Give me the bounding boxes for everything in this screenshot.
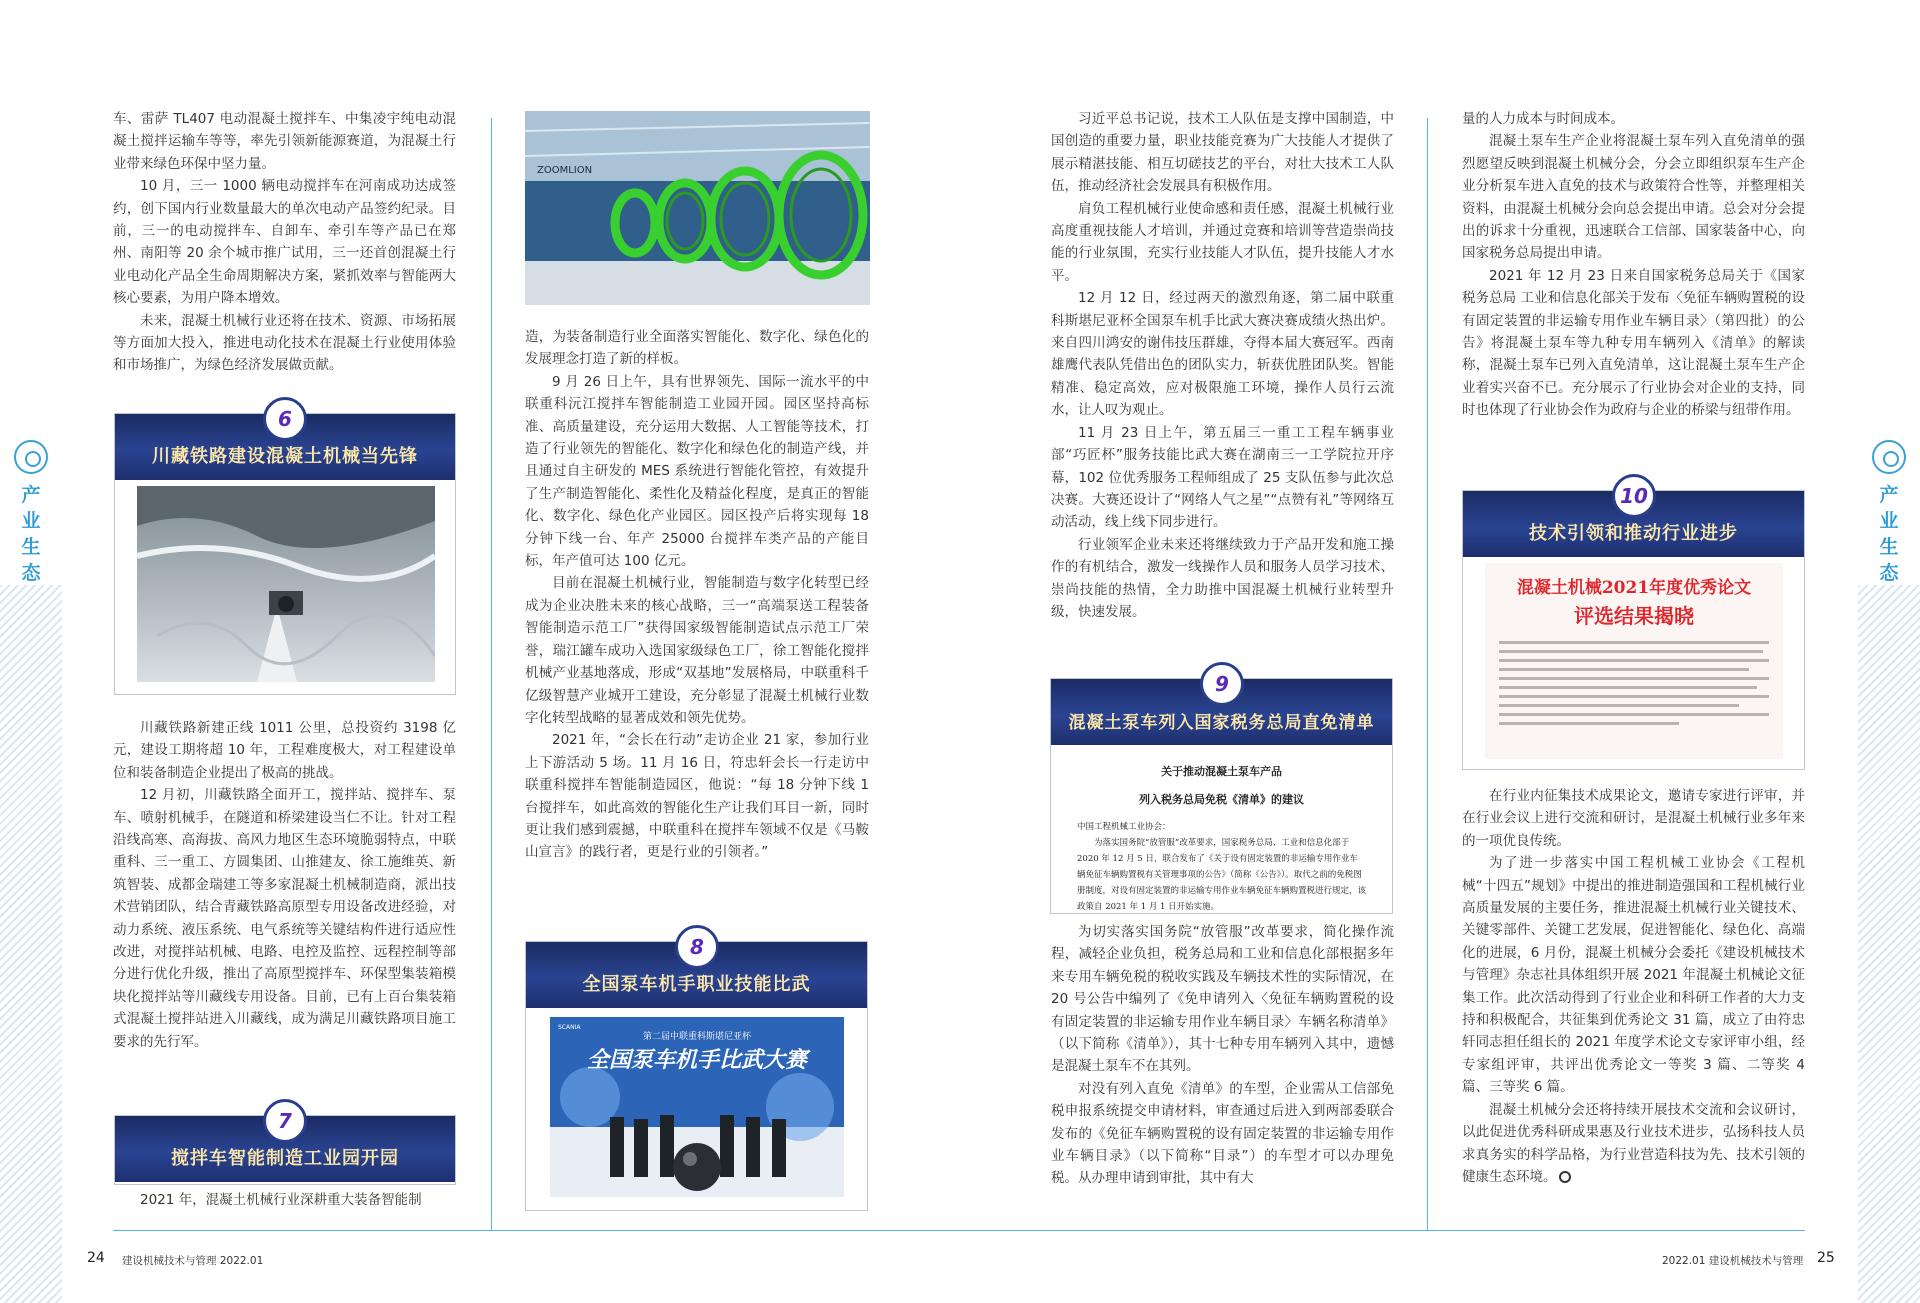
column-divider (1427, 118, 1428, 1230)
page-footer: 建设机械技术与管理 2022.01 (122, 1255, 264, 1267)
left-col2-top (525, 326, 869, 864)
network-icon (1872, 440, 1906, 474)
card-badge-8: 8 (675, 925, 719, 969)
left-col1-bottom (113, 1189, 456, 1211)
doc-title-line2: 列入税务总局免税《清单》的建议 (1139, 793, 1304, 806)
page-footer: 2022.01 建设机械技术与管理 (1662, 1255, 1804, 1267)
paragraph: 9 月 26 日上午，具有世界领先、国际一流水平的中联重科沅江搅拌车智能制造工业园开园。园区坚持高标准、高质量建设，充分运用大数据、人工智能等技术，打造了行业领先的智能化、数字化和绿色化的制造产线，并且通过自主研发的 MES 系统进行智能化管控，有效提升了生产制造智能化、柔性化及精益化程度，是真正的智能化、数字化、绿色化产业园区。园区投产后将实现每 18 分钟下线一台、年产 25000 台搅拌车类产品的产能目标，年产值可达 100 亿元。 (525, 373, 869, 570)
thesis-announcement (1485, 563, 1783, 759)
paragraph: 对没有列入直免《清单》的车型，企业需从工信部免税申报系统提交申请材料，审查通过后进入到两部委联合发布的《免征车辆购置税的设有固定装置的非运输专用作业车辆目录》（以下简称“目录”）的车型才可以办理免税。从办理申请到审批，其中有大 (1051, 1080, 1394, 1187)
paragraph: 为了进一步落实中国工程机械工业协会《工程机械“十四五”规划》中提出的推进制造强国和工程机械行业高质量发展的主要任务，推进混凝土机械行业关键技术、关键零部件、关键工艺发展，促进智能化、绿色化、高端化的进展，6 月份，混凝土机械分会委托《建设机械技术与管理》杂志社具体组织开展 2021 年混凝土机械论文征集工作。此次活动得到了行业企业和科研工作者的大力支持和积极配合，共征集到优秀论文 31 篇，成立了由符忠轩同志担任组长的 2021 年度学术论文专家评审小组，经专家组评审，共评出优秀论文一等奖 3 篇、二等奖 4 篇、三等奖 6 篇。 (1462, 855, 1805, 1096)
side-stripe-right (1858, 585, 1920, 1303)
left-col1-mid (113, 717, 456, 1053)
side-label-char: 生 (21, 536, 41, 558)
card-title: 技术引领和推动行业进步 (1529, 523, 1738, 544)
factory-photo (525, 111, 870, 305)
right-page (960, 0, 1920, 1303)
card-badge-9: 9 (1200, 662, 1244, 706)
paragraph: 12 月 12 日，经过两天的激烈角逐，第二届中联重科斯堪尼亚杯全国泵车机手比武大赛决赛成绩火热出炉。来自四川鸿安的谢伟技压群雄，夺得本届大赛冠军。西南雄鹰代表队凭借出色的团队实力，斩获优胜团队奖。智能精准、稳定高效，应对极限施工环境，操作人员行云流水，让人叹为观止。 (1051, 290, 1394, 419)
paragraph: 目前在混凝土机械行业，智能制造与数字化转型已经成为企业决胜未来的核心战略，三一“高端泵送工程装备智能制造示范工厂”获得国家级智能制造试点示范工厂荣誉，瑞江罐车成功入选国家级绿色工厂，徐工智能化搅拌机械产业基地落成，形成“双基地”发展格局，中联重科千亿级智慧产业城开工建设，充分彰显了混凝土机械行业数字化转型战略的显著成效和领先优势。 (525, 575, 869, 726)
banner-subtitle: 第二届中联重科斯堪尼亚杯 (642, 1032, 752, 1042)
paragraph: 为切实落实国务院“放管服”改革要求，简化操作流程，减轻企业负担，税务总局和工业和信息化部根据多年来专用车辆免税的税收实践及车辆技术性的实际情况，在 20 号公告中编列了《免申请列入〈免征车辆购置税的设有固定装置的非运输专用作业车辆目录〉车辆名称清单》（以下简称《清单》），其十七种专用车辆列入其中，遗憾是混凝土泵车不在其列。 (1051, 924, 1394, 1075)
banner-title: 全国泵车机手比武大赛 (586, 1048, 808, 1073)
end-mark-icon (1559, 1171, 1571, 1183)
card-badge-10: 10 (1612, 474, 1656, 518)
card-badge-7: 7 (263, 1099, 307, 1143)
right-col2-bottom (1462, 785, 1805, 1188)
right-col1-bottom (1051, 921, 1394, 1190)
factory-brand-text: ZOOMLION (537, 165, 593, 176)
card-title: 搅拌车智能制造工业园开园 (171, 1148, 399, 1169)
paragraph: 川藏铁路新建正线 1011 公里，总投资约 3198 亿元，建设工期将超 10 年，工程难度极大，对工程建设单位和装备制造企业提出了极高的挑战。 (113, 720, 456, 781)
paragraph: 在行业内征集技术成果论文，邀请专家进行评审，并在行业会议上进行交流和研讨，是混凝土机械行业多年来的一项优良传统。 (1462, 788, 1805, 849)
footer-rule (113, 1230, 960, 1231)
card-10 (1462, 490, 1805, 770)
side-label-char: 业 (1879, 510, 1899, 532)
column-divider (491, 118, 492, 1230)
contest-ceremony-photo (550, 1017, 844, 1197)
card-badge-6: 6 (263, 397, 307, 441)
paragraph: 2021 年 12 月 23 日来自国家税务总局关于《国家税务总局 工业和信息化部关于发布〈免征车辆购置税的设有固定装置的非运输专用作业车辆目录〉（第四批）的公告》将混凝土泵车等九种专用车辆列入《清单》的解读称，混凝土泵车已列入直免清单，这让混凝土泵车生产企业着实兴奋不已。充分展示了行业协会对企业的支持，同时也体现了行业协会作为政府与企业的桥梁与纽带作用。 (1462, 267, 1805, 419)
paragraph: 车、雷萨 TL407 电动混凝土搅拌车、中集凌宇纯电动混凝土搅拌运输车等等，率先引领新能源赛道，为混凝土行业带来绿色环保中坚力量。 (113, 111, 456, 172)
aerial-tunnel-photo (137, 486, 435, 682)
side-section-label-right (1858, 440, 1920, 586)
paragraph: 行业领军企业未来还将继续致力于产品开发和施工操作的有机结合，激发一线操作人员和服务人员学习技术、崇尚技能的热情，全力助推中国混凝土机械行业转型升级，快速发展。 (1051, 536, 1394, 620)
page-number: 24 (87, 1250, 105, 1266)
doc-body: 为落实国务院“放管服”改革要求，国家税务总局、工业和信息化部于 2020 年 12 月 5 日，联合发布了《关于设有固定装置的非运输专用作业车辆免征车辆购置税有关管理事项的公告》（简称《公告》）。取代之前的免税图册制度，对设有固定装置的非运输专用作业车辆免征车辆购置税进行规定，该政策自 2021 年 1 月 1 日开始实施。 (1077, 838, 1367, 912)
paragraph: 2021 年，混凝土机械行业深耕重大装备智能制 (140, 1192, 422, 1208)
paragraph-text: 混凝土机械分会还将持续开展技术交流和会议研讨，以此促进优秀科研成果惠及行业技术进步，弘扬科技人员求真务实的科学品格，为行业营造科技为先、技术引领的健康生态环境。 (1462, 1101, 1805, 1185)
footer-rule (960, 1230, 1805, 1231)
paragraph: 造，为装备制造行业全面落实智能化、数字化、绿色化的发展理念打造了新的样板。 (525, 329, 869, 368)
side-label-char: 产 (1879, 484, 1899, 506)
side-label-char: 态 (21, 562, 41, 584)
right-col1-top (1051, 108, 1394, 623)
doc-addressee: 中国工程机械工业协会： (1077, 822, 1171, 832)
paragraph: 量的人力成本与时间成本。 (1462, 111, 1624, 127)
paragraph (1462, 1099, 1805, 1189)
card-6 (114, 413, 456, 695)
side-label-char: 业 (21, 510, 41, 532)
paragraph: 习近平总书记说，技术工人队伍是支撑中国制造，中国创造的重要力量，职业技能竞赛为广大技能人才提供了展示精湛技能、相互切磋技艺的平台，对壮大技术工人队伍，推动经济社会发展具有积极作用。 (1051, 111, 1394, 195)
paragraph: 11 月 23 日上午，第五届三一重工工程车辆事业部“巧匠杯”服务技能比武大赛在湖南三一工学院拉开序幕，102 位优秀服务工程师组成了 25 支队伍参与此次总决赛。大赛还设计了“网络人气之星”“点赞有礼”等网络互动活动，线上线下同步进行。 (1051, 424, 1394, 531)
left-col1-top (113, 108, 456, 377)
doc-title-line1: 关于推动混凝土泵车产品 (1161, 765, 1282, 778)
paragraph: 10 月，三一 1000 辆电动搅拌车在河南成功达成签约，创下国内行业数量最大的单次电动产品签约纪录。目前，三一的电动搅拌车、自卸车、牵引车等产品已在郑州、南阳等 20 余个城市推广试用，三一还首创混凝土行业电动化产品全生命周期解决方案，紧抓效率与智能两大核心要素，为用户降本增效。 (113, 178, 456, 307)
thesis-title-line1: 混凝土机械2021年度优秀论文 (1516, 578, 1752, 598)
page-number: 25 (1817, 1250, 1835, 1266)
side-label-char: 态 (1879, 562, 1899, 584)
side-label-char: 生 (1879, 536, 1899, 558)
card-8 (525, 941, 868, 1211)
card-9 (1050, 678, 1393, 914)
right-col2-top (1462, 108, 1805, 422)
paragraph: 2021 年，“会长在行动”走访企业 21 家，参加行业上下游活动 5 场。11 月 16 日，符忠轩会长一行走访中联重科搅拌车智能制造园区，他说：“每 18 分钟下线 1 台搅拌车，如此高效的智能化生产让我们耳目一新，同时更让我们感到震撼，中联重科在搅拌车领域不仅是《马鞍山宣言》的践行者，更是行业的引领者。” (525, 732, 869, 861)
banner-logo: SCANIA (558, 1024, 581, 1031)
side-section-label-left (0, 440, 62, 586)
paragraph: 混凝土泵车生产企业将混凝土泵车列入直免清单的强烈愿望反映到混凝土机械分会，分会立即组织泵车生产企业分析泵车进入直免的技术与政策符合性等，并整理相关资料，由混凝土机械分会向总会提出申请。总会对分会提出的诉求十分重视，迅速联合工信部、国家装备中心，向国家税务总局提出申请。 (1462, 133, 1805, 262)
thesis-fine-print (1499, 641, 1769, 737)
network-icon (14, 440, 48, 474)
card-title: 川藏铁路建设混凝土机械当先锋 (152, 446, 418, 467)
paragraph: 未来，混凝土机械行业还将在技术、资源、市场拓展等方面加大投入，推进电动化技术在混凝土行业使用体验和市场推广，为绿色经济发展做贡献。 (113, 312, 456, 374)
side-label-char: 产 (21, 484, 41, 506)
card-title: 全国泵车机手职业技能比武 (582, 974, 811, 995)
thesis-title-line2: 评选结果揭晓 (1574, 604, 1694, 628)
paragraph: 肩负工程机械行业使命感和责任感，混凝土机械行业高度重视技能人才培训，并通过竞赛和培训等营造崇尚技能的行业氛围，充实行业技能人才队伍，提升技能人才水平。 (1051, 200, 1394, 284)
proposal-document (1059, 749, 1384, 912)
card-title: 混凝土泵车列入国家税务总局直免清单 (1068, 713, 1375, 733)
side-stripe-left (0, 585, 62, 1303)
paragraph: 12 月初，川藏铁路全面开工，搅拌站、搅拌车、泵车、喷射机械手，在隧道和桥梁建设当仁不让。针对工程沿线高寒、高海拔、高风力地区生态环境脆弱特点，中联重科、三一重工、方圆集团、山推建友、徐工施维英、新筑智装、成都金瑞建工等多家混凝土机械制造商，派出技术营销团队，结合青藏铁路高原型专用设备改进经验，对动力系统、液压系统、电气系统等关键结构件进行适应性改进，对搅拌站机械、电路、电控及监控、远程控制等部分进行优化升级，推出了高原型搅拌车、环保型集装箱模块化搅拌站等川藏线专用设备。目前，已有上百台集装箱式混凝土搅拌站进入川藏线，成为满足川藏铁路项目施工要求的先行军。 (113, 787, 456, 1050)
